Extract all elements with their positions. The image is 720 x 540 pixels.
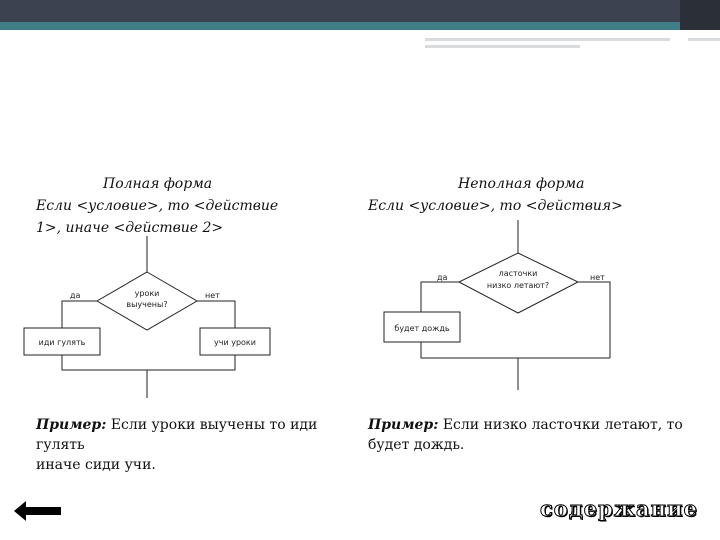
right-example-text1: Если низко ласточки летают, то <box>438 417 683 433</box>
right-example-line2: будет дождь. <box>368 437 465 453</box>
right-example-label: Пример: <box>368 417 439 433</box>
left-title: Полная форма <box>103 176 213 192</box>
left-example-line2: гулять <box>36 437 85 453</box>
left-example-label: Пример: <box>36 417 107 433</box>
left-condition-line2: выучены? <box>126 300 168 309</box>
right-merge-line <box>421 342 610 358</box>
right-yes-label: да <box>437 273 448 282</box>
contents-link[interactable]: содержание <box>540 496 698 521</box>
left-no-branch-line <box>197 301 235 328</box>
left-yes-label: да <box>70 291 81 300</box>
left-condition-line1: уроки <box>134 289 160 298</box>
left-no-label: нет <box>205 291 220 300</box>
right-flowchart <box>384 220 610 390</box>
right-no-label: нет <box>590 273 605 282</box>
right-condition-line2: низко летают? <box>486 281 550 290</box>
left-merge-line <box>62 355 235 370</box>
right-yes-branch-line <box>421 282 459 312</box>
right-action-yes-text: будет дождь <box>394 324 450 333</box>
right-condition-line1: ласточки <box>498 269 538 278</box>
left-example-line3: иначе сиди учи. <box>36 457 156 473</box>
back-button[interactable] <box>14 500 62 522</box>
right-no-branch-line <box>578 282 610 358</box>
left-example-line1 <box>36 415 317 435</box>
right-rule-line1: Если <условие>, то <действия> <box>368 198 623 214</box>
left-action-yes-text: иди гулять <box>38 338 86 347</box>
right-title: Неполная форма <box>458 176 585 192</box>
left-yes-branch-line <box>62 301 97 328</box>
left-flowchart <box>24 236 270 398</box>
left-arrow-icon <box>14 500 62 522</box>
left-example-text1: Если уроки выучены то иди <box>106 417 318 433</box>
right-example-line1 <box>368 415 683 435</box>
left-rule-line2: 1>, иначе <действие 2> <box>36 220 224 236</box>
left-rule-line1: Если <условие>, то <действие <box>36 198 279 214</box>
left-action-no-text: учи уроки <box>214 338 256 347</box>
